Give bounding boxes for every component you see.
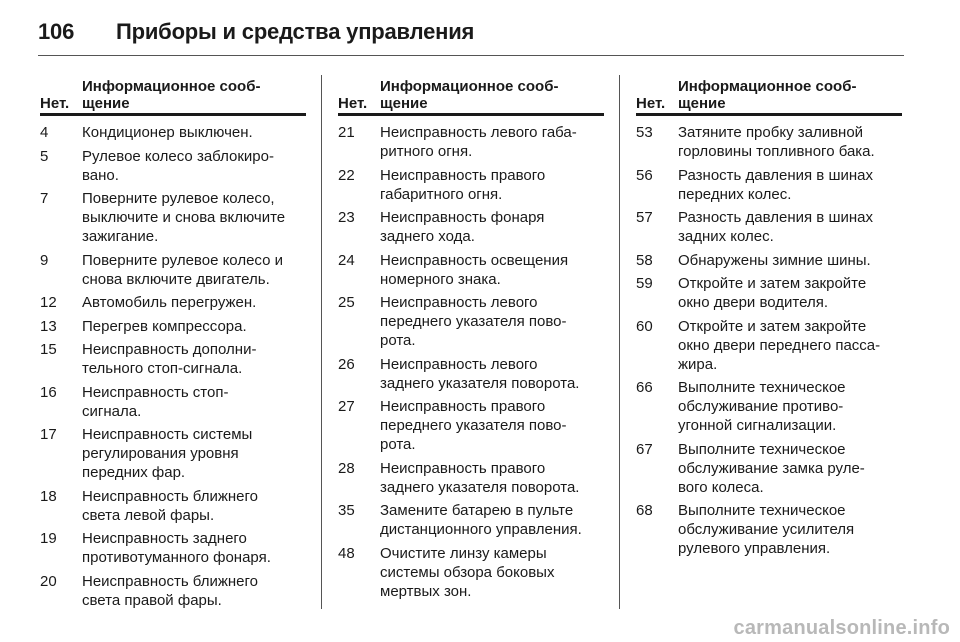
table-row [636,274,902,312]
table-row [338,355,604,393]
header-info-label: Информационное сооб- щение [380,78,559,112]
table-row [40,487,306,525]
table-column-1 [40,78,306,614]
table-row [40,383,306,421]
table-row [338,208,604,246]
header-info-label: Информационное сооб- щение [82,78,261,112]
message-text: Выполните техническое обслуживание противо- угонной сигнализации. [678,379,846,434]
message-text: Выполните техническое обслуживание усилителя рулевого управления. [678,502,855,557]
table-row [636,208,902,246]
page-title: Приборы и средства управления [116,19,475,44]
header-num-label: Нет. [338,95,368,112]
message-number: 12 [40,294,57,311]
message-text: Разность давления в шинах передних колес. [678,166,873,203]
message-number: 28 [338,459,355,477]
message-number: 56 [636,166,653,184]
table-row [338,397,604,454]
table-row [40,123,306,142]
message-text: Неисправность ближнего света правой фары. [82,572,259,609]
header-divider [38,55,904,56]
table-row [40,189,306,246]
table-row [40,340,306,378]
table-row [40,251,306,289]
message-text: Поверните рулевое колесо, выключите и снова включите зажигание. [82,190,286,245]
table-header [338,78,604,116]
message-text: Неисправность ближнего света левой фары. [82,487,259,524]
message-number: 58 [636,251,653,269]
message-text: Перегрев компрессора. [82,317,247,335]
rows-column-2 [338,123,604,601]
message-text: Затяните пробку заливной горловины топливного бака. [678,124,875,160]
table-row [40,147,306,185]
message-text: Неисправность фонаря заднего хода. [380,209,545,245]
message-number: 21 [338,124,355,141]
message-text: Неисправность правого габаритного огня. [380,166,546,203]
message-number: 24 [338,251,355,269]
table-row [636,123,902,161]
message-text: Неисправность левого переднего указателя пово- рота. [380,294,567,349]
message-text: Откройте и затем закройте окно двери водителя. [678,275,867,311]
message-number: 27 [338,398,355,415]
message-number: 26 [338,355,355,373]
message-text: Неисправность стоп- сигнала. [82,383,229,420]
message-text: Неисправность левого заднего указателя поворота. [380,355,580,392]
message-number: 67 [636,440,653,458]
message-number: 20 [40,572,57,590]
table-row [40,425,306,482]
table-row [40,293,306,312]
message-text: Откройте и затем закройте окно двери переднего пасса- жира. [678,317,881,373]
table-row [636,317,902,374]
message-text: Рулевое колесо заблокиро- вано. [82,147,274,184]
table-header [40,78,306,116]
message-text: Неисправность левого габа- ритного огня. [380,124,577,160]
table-row [338,544,604,601]
table-row [338,293,604,350]
message-number: 66 [636,379,653,396]
message-number: 48 [338,544,355,562]
table-row [636,378,902,435]
message-text: Поверните рулевое колесо и снова включите двигатель. [82,251,283,288]
message-number: 13 [40,317,57,335]
table-row [338,251,604,289]
message-text: Автомобиль перегружен. [82,294,257,311]
header-num-label: Нет. [636,95,666,112]
message-text: Разность давления в шинах задних колес. [678,209,873,245]
table-row [636,440,902,497]
page-header [38,14,904,50]
message-number: 17 [40,426,57,443]
table-row [636,166,902,204]
message-number: 23 [338,209,355,226]
message-number: 5 [40,147,49,165]
message-text: Очистите линзу камеры системы обзора боковых мертвых зон. [380,544,555,600]
message-number: 57 [636,209,653,226]
header-info-label: Информационное сооб- щение [678,78,857,112]
message-number: 16 [40,383,57,401]
page-number: 106 [38,19,75,44]
table-row [338,166,604,204]
message-number: 18 [40,487,57,505]
message-number: 68 [636,502,653,519]
rows-column-3 [636,123,902,558]
table-row [338,123,604,161]
watermark: carmanualsonline.info [733,617,950,639]
column-divider [321,75,322,609]
message-number: 9 [40,251,49,269]
message-text: Неисправность системы регулирования уровня передних фар. [82,426,253,481]
message-text: Неисправность заднего противотуманного фонаря. [82,530,271,566]
column-divider [619,75,620,609]
message-number: 35 [338,502,355,519]
message-text: Выполните техническое обслуживание замка руле- вого колеса. [678,440,865,496]
message-text: Неисправность освещения номерного знака. [380,251,569,288]
message-text: Обнаружены зимние шины. [678,251,871,269]
message-text: Замените батарею в пульте дистанционного управления. [380,502,582,538]
header-num-label: Нет. [40,95,70,112]
table-row [338,501,604,539]
table-row [636,501,902,558]
message-text: Неисправность правого заднего указателя поворота. [380,459,580,496]
rows-column-1 [40,123,306,610]
table-row [40,572,306,610]
table-row [636,251,902,270]
message-number: 53 [636,124,653,141]
message-text: Кондиционер выключен. [82,124,253,141]
table-row [40,529,306,567]
message-text: Неисправность правого переднего указателя пово- рота. [380,398,567,453]
message-number: 19 [40,530,57,547]
table-column-3 [636,78,902,563]
table-row [40,317,306,336]
message-text: Неисправность дополни- тельного стоп-сигнала. [82,341,257,377]
table-column-2 [338,78,604,605]
table-header [636,78,902,116]
table-row [338,459,604,497]
message-number: 22 [338,166,355,184]
message-number: 7 [40,190,49,207]
message-number: 59 [636,275,653,292]
message-number: 15 [40,341,57,358]
message-number: 60 [636,317,653,335]
message-number: 25 [338,294,355,311]
message-number: 4 [40,124,49,141]
